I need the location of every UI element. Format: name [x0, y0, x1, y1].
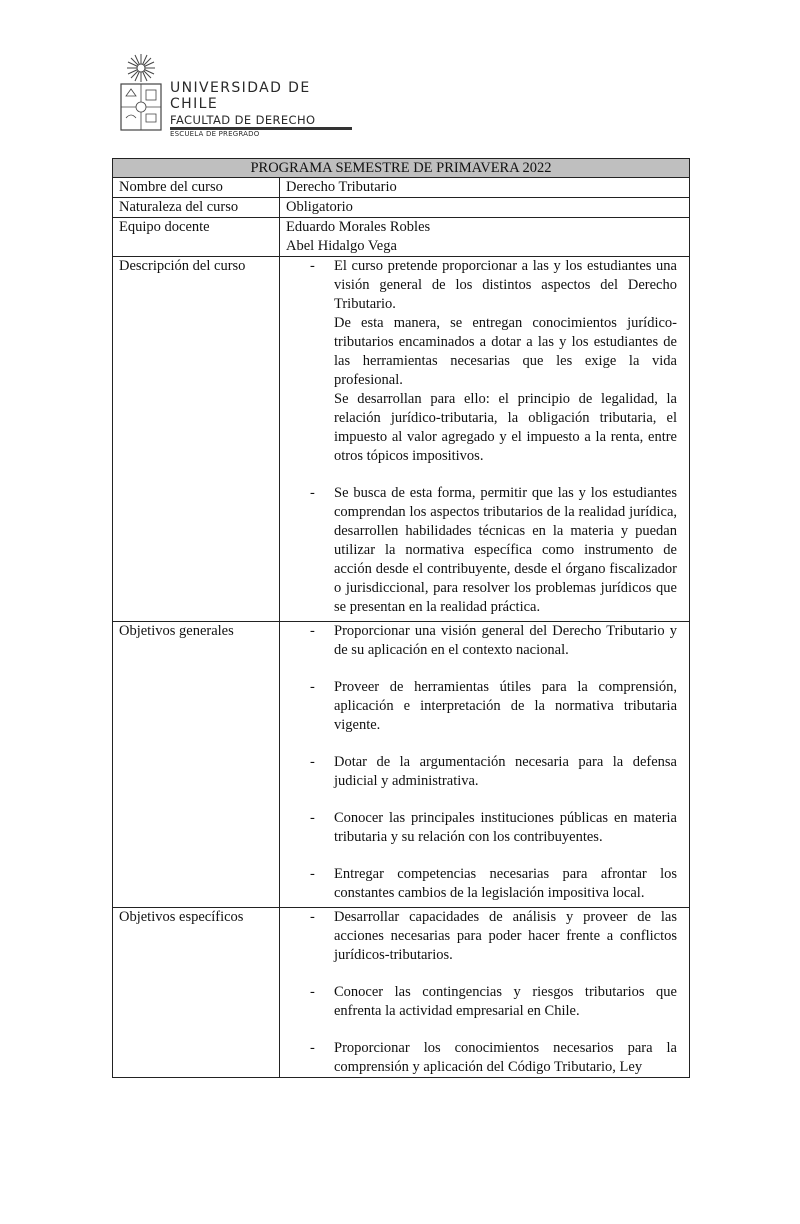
team-label: Equipo docente — [113, 218, 280, 257]
row-course-nature — [113, 198, 690, 218]
dash-bullet: - — [310, 258, 315, 274]
row-course-name — [113, 178, 690, 198]
course-program-table — [112, 158, 690, 1078]
description-paragraph: De esta manera, se entregan conocimientos jurídico-tributarios encaminados a dotar a las y los estudiantes de las herramientas necesarias que les exige la vida profesional. — [334, 315, 677, 388]
header-rule — [170, 127, 352, 130]
list-item — [286, 622, 677, 660]
description-value — [280, 257, 690, 622]
spacer — [286, 735, 677, 753]
row-specific-objectives — [113, 908, 690, 1078]
course-name-value: Derecho Tributario — [280, 178, 690, 198]
objective-text: Proveer de herramientas útiles para la comprensión, aplicación e interpretación de la normativa tributaria vigente. — [334, 679, 677, 733]
description-label: Descripción del curso — [113, 257, 280, 622]
school-name: ESCUELA DE PREGRADO — [170, 130, 260, 138]
list-item — [286, 1039, 677, 1077]
objective-text: Proporcionar una visión general del Derecho Tributario y de su aplicación en el contexto nacional. — [334, 623, 677, 658]
row-general-objectives — [113, 622, 690, 908]
general-objectives-label: Objetivos generales — [113, 622, 280, 908]
description-list — [286, 257, 683, 617]
spacer — [286, 466, 677, 484]
spacer — [286, 791, 677, 809]
dash-bullet: - — [310, 485, 315, 501]
dash-bullet: - — [310, 679, 315, 695]
dash-bullet: - — [310, 909, 315, 925]
nature-label: Naturaleza del curso — [113, 198, 280, 218]
dash-bullet: - — [310, 984, 315, 1000]
specific-objectives-value — [280, 908, 690, 1078]
objective-text: Entregar competencias necesarias para afrontar los constantes cambios de la legislación impositiva local. — [334, 866, 677, 901]
list-item — [286, 484, 677, 617]
list-item — [286, 809, 677, 847]
row-description — [113, 257, 690, 622]
page-header — [118, 52, 358, 138]
dash-bullet: - — [310, 623, 315, 639]
list-item — [286, 865, 677, 903]
institution-block — [170, 80, 358, 139]
objective-text: Conocer las contingencias y riesgos tributarios que enfrenta la actividad empresarial en Chile. — [334, 984, 677, 1019]
list-item — [286, 908, 677, 965]
teacher-name: Abel Hidalgo Vega — [286, 238, 397, 254]
spacer — [286, 1021, 677, 1039]
list-item — [286, 753, 677, 791]
faculty-name: FACULTAD DE DERECHO — [170, 113, 316, 127]
dash-bullet: - — [310, 754, 315, 770]
list-item — [286, 983, 677, 1021]
description-paragraph: Se busca de esta forma, permitir que las y los estudiantes comprendan los aspectos tributarios de la realidad jurídica, desarrollen habilidades técnicas en la materia y puedan utilizar la normativa específica como instrumento de acción desde el contribuyente, desde el órgano fiscalizador o jurisdiccional, para resolver los problemas jurídicos que se presentan en la realidad práctica. — [334, 485, 677, 615]
row-teaching-team — [113, 218, 690, 257]
objective-text: Conocer las principales instituciones públicas en materia tributaria y su relación con los contribuyentes. — [334, 810, 677, 845]
specific-objectives-list — [286, 908, 683, 1077]
objective-text: Dotar de la argumentación necesaria para la defensa judicial y administrativa. — [334, 754, 677, 789]
specific-objectives-label: Objetivos específicos — [113, 908, 280, 1078]
general-objectives-value — [280, 622, 690, 908]
spacer — [286, 617, 683, 621]
dash-bullet: - — [310, 1040, 315, 1056]
spacer — [286, 847, 677, 865]
teacher-name: Eduardo Morales Robles — [286, 219, 431, 235]
objective-text: Desarrollar capacidades de análisis y proveer de las acciones necesarias para poder hacer frente a conflictos jurídicos-tributarios. — [334, 909, 677, 963]
dash-bullet: - — [310, 810, 315, 826]
description-paragraph: El curso pretende proporcionar a las y los estudiantes una visión general de los distintos aspectos del Derecho Tributario. — [334, 258, 677, 312]
spacer — [286, 660, 677, 678]
list-item — [286, 257, 677, 466]
dash-bullet: - — [310, 866, 315, 882]
university-name: UNIVERSIDAD DE CHILE — [170, 80, 311, 112]
course-name-label: Nombre del curso — [113, 178, 280, 198]
list-item — [286, 678, 677, 735]
university-seal-logo — [118, 52, 164, 132]
table-title: PROGRAMA SEMESTRE DE PRIMAVERA 2022 — [113, 159, 690, 178]
team-value — [280, 218, 690, 257]
spacer — [286, 965, 677, 983]
nature-value: Obligatorio — [280, 198, 690, 218]
description-paragraph: Se desarrollan para ello: el principio de legalidad, la relación jurídico-tributaria, la obligación tributaria, el impuesto al valor agregado y el impuesto a la renta, entre otros tópicos impositivos. — [334, 391, 677, 464]
objective-text: Proporcionar los conocimientos necesarios para la comprensión y aplicación del Código Tributario, Ley — [334, 1040, 677, 1075]
spacer — [286, 903, 683, 907]
general-objectives-list — [286, 622, 683, 903]
